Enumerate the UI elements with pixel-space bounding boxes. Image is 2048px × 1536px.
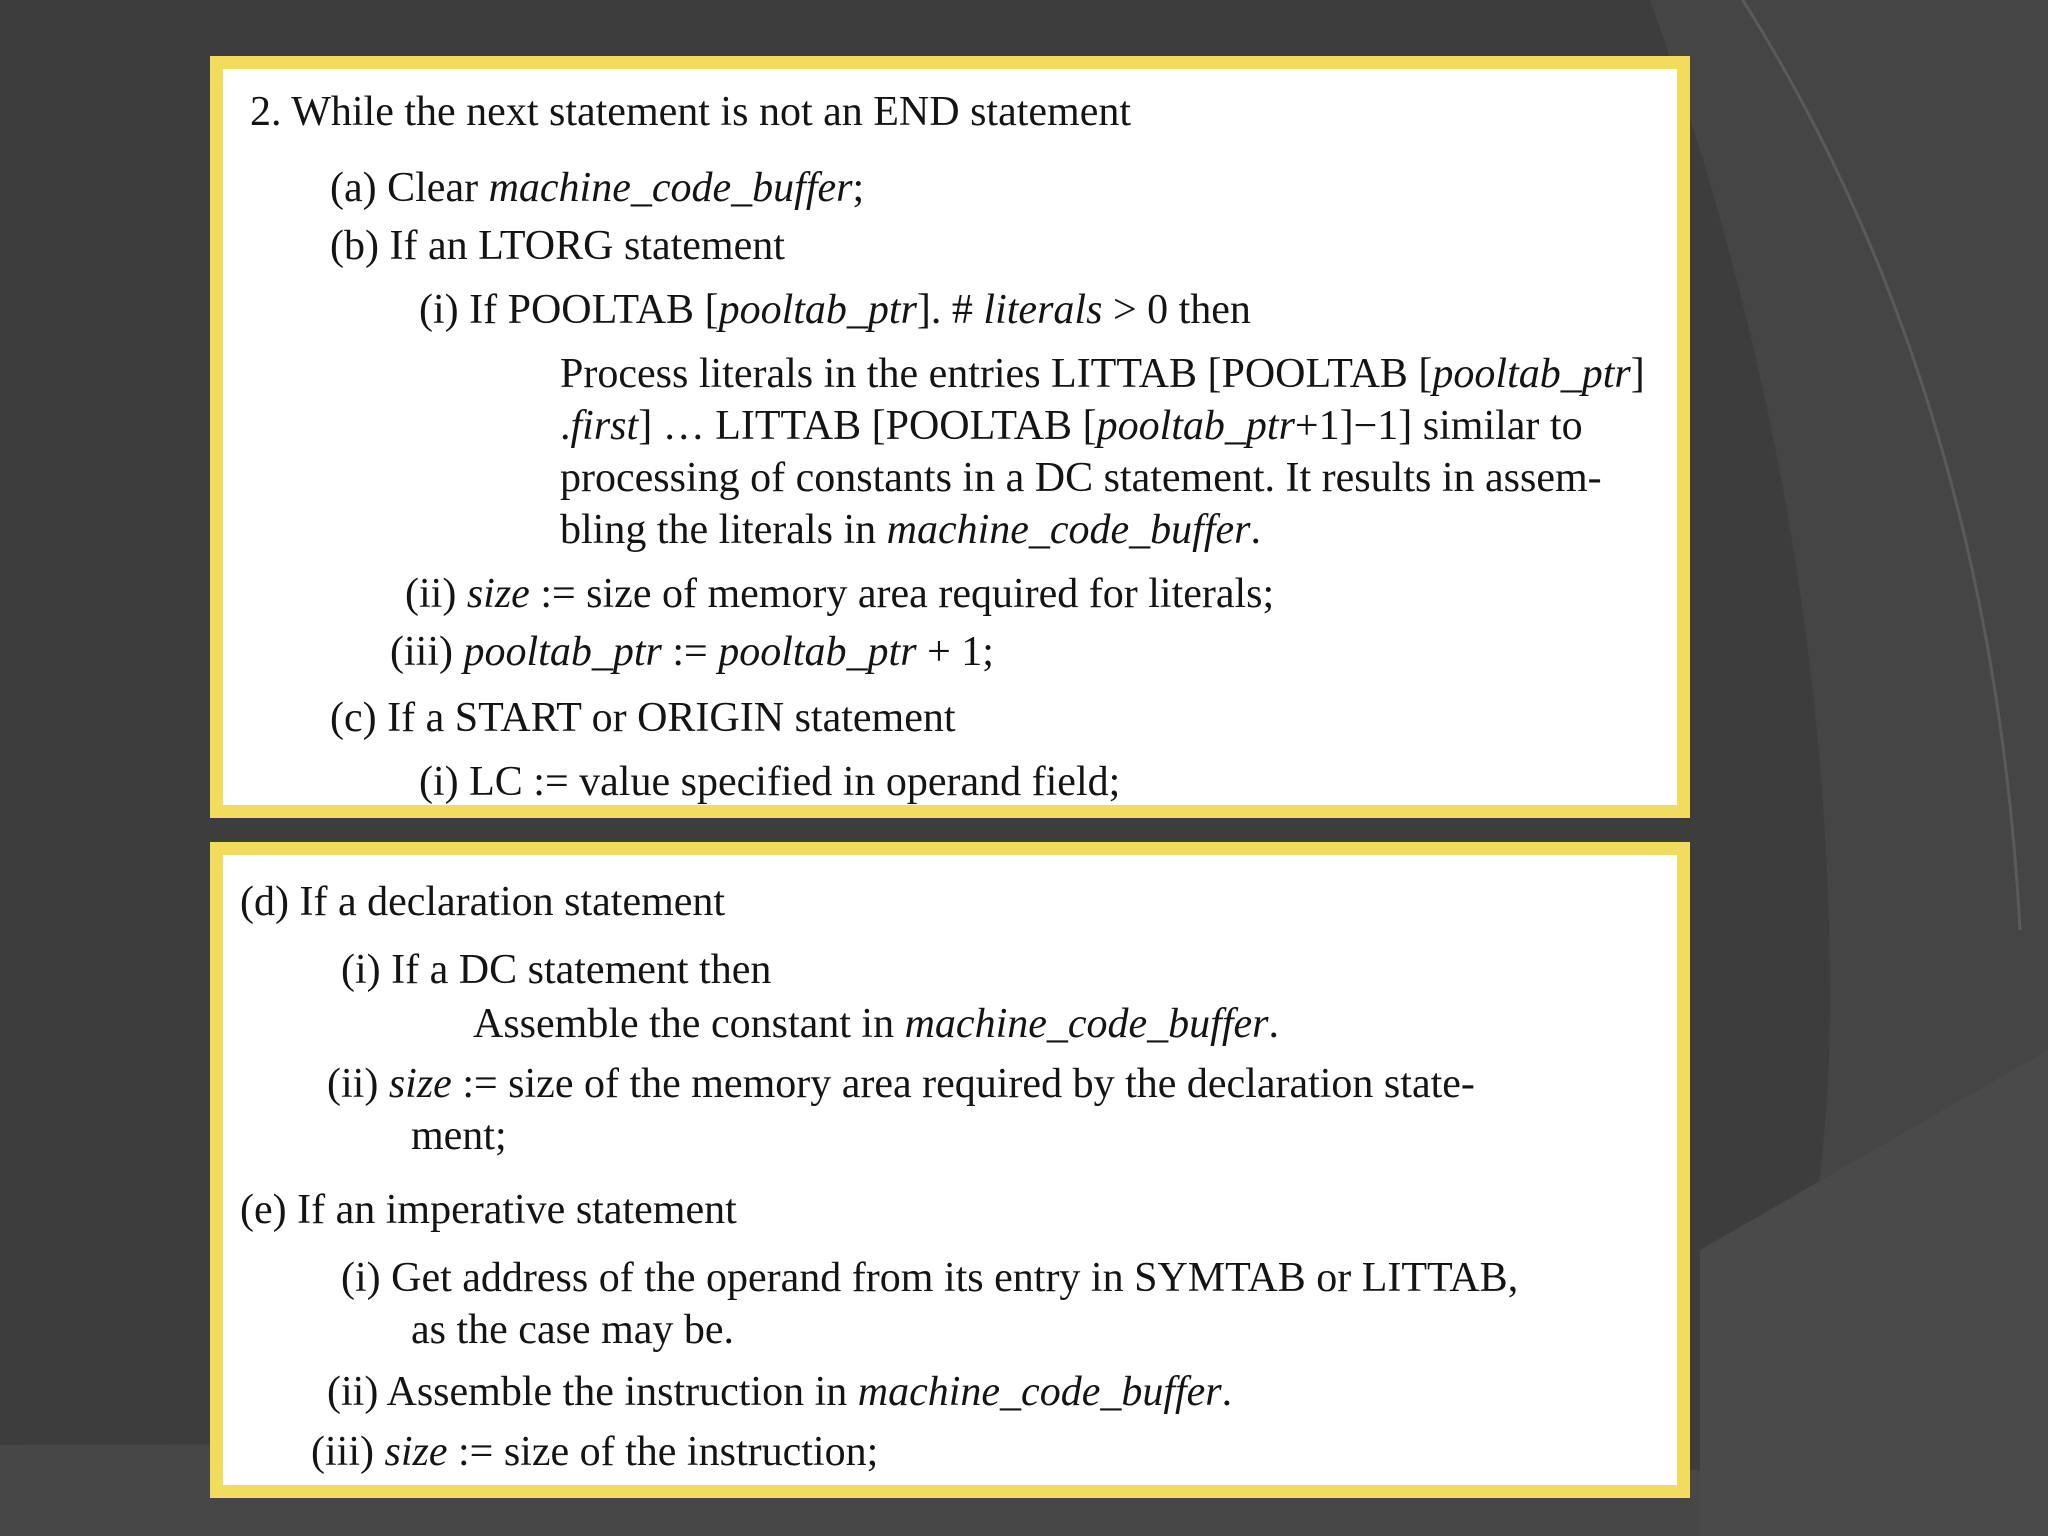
step-d-ii-line-2: ment; bbox=[411, 1113, 507, 1159]
bottom-text-panel bbox=[210, 842, 1690, 1498]
step-b-i-body-line-3: processing of constants in a DC statement. It results in assem- bbox=[560, 455, 1602, 501]
step-b-i-body-line-2: .first] … LITTAB [POOLTAB [pooltab_ptr+1]−1] similar to bbox=[560, 403, 1583, 449]
step-e-i-line-2: as the case may be. bbox=[411, 1307, 735, 1353]
step-d-ii-line-1: (ii) size := size of the memory area required by the declaration state- bbox=[327, 1061, 1475, 1107]
step-e-iii-line: (iii) size := size of the instruction; bbox=[311, 1429, 879, 1475]
step-b-i-body-line-1: Process literals in the entries LITTAB [POOLTAB [pooltab_ptr] bbox=[560, 351, 1645, 397]
step-2-heading: 2. While the next statement is not an END statement bbox=[250, 89, 1132, 135]
step-d-i-line: (i) If a DC statement then bbox=[341, 947, 772, 993]
step-b-line: (b) If an LTORG statement bbox=[330, 223, 785, 269]
step-a-line: (a) Clear machine_code_buffer; bbox=[330, 165, 865, 211]
step-b-iii-line: (iii) pooltab_ptr := pooltab_ptr + 1; bbox=[390, 629, 994, 675]
step-b-ii-line: (ii) size := size of memory area required for literals; bbox=[405, 571, 1275, 617]
step-c-line: (c) If a START or ORIGIN statement bbox=[330, 695, 956, 741]
step-d-i-body-line: Assemble the constant in machine_code_buffer. bbox=[473, 1001, 1279, 1047]
step-e-ii-line: (ii) Assemble the instruction in machine_code_buffer. bbox=[327, 1369, 1233, 1415]
step-d-line: (d) If a declaration statement bbox=[240, 879, 726, 925]
step-e-i-line-1: (i) Get address of the operand from its entry in SYMTAB or LITTAB, bbox=[341, 1255, 1519, 1301]
step-e-line: (e) If an imperative statement bbox=[240, 1187, 737, 1233]
top-text-panel bbox=[210, 56, 1690, 818]
step-c-i-line: (i) LC := value specified in operand field; bbox=[419, 759, 1121, 805]
step-b-i-line: (i) If POOLTAB [pooltab_ptr]. # literals > 0 then bbox=[419, 287, 1251, 333]
step-b-i-body-line-4: bling the literals in machine_code_buffer. bbox=[560, 507, 1261, 553]
